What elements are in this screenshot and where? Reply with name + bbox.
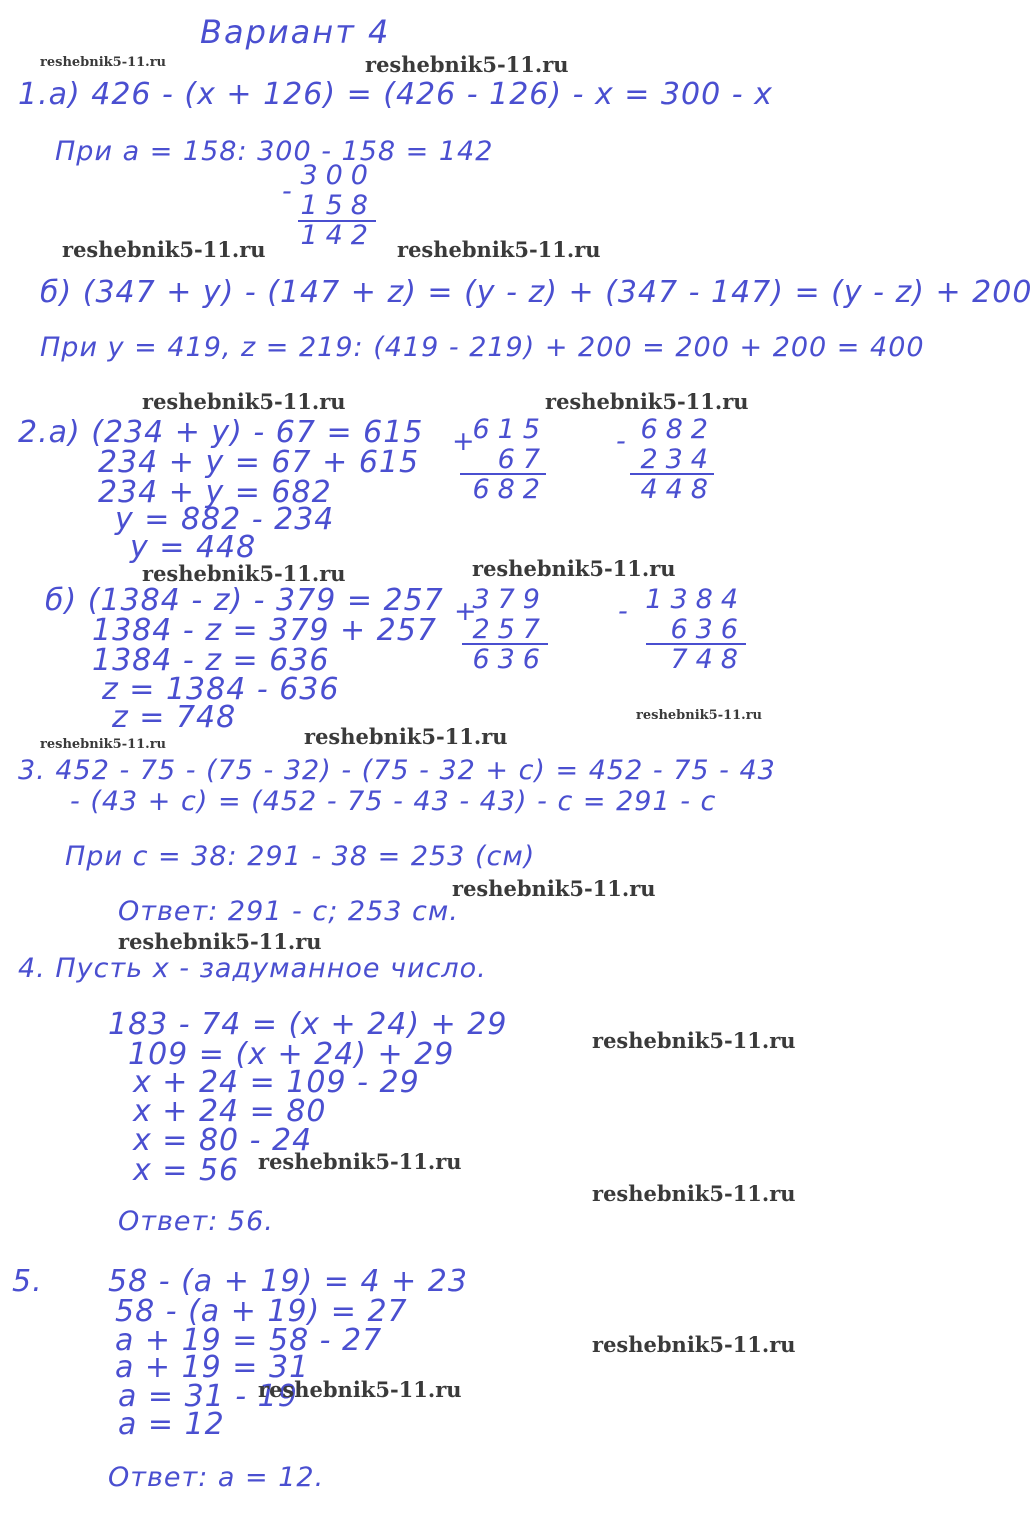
column-result: 142 xyxy=(300,220,376,251)
watermark: reshebnik5-11.ru xyxy=(40,737,167,752)
column-bottom: 234 xyxy=(640,444,716,475)
column-top: 1384 xyxy=(645,584,746,615)
column-result: 636 xyxy=(472,644,548,675)
column-result: 682 xyxy=(472,474,548,505)
task4-line-6: x = 56 xyxy=(133,1153,240,1188)
watermark: reshebnik5-11.ru xyxy=(118,929,322,954)
task4-intro: 4. Пусть x - задуманное число. xyxy=(18,953,487,984)
task2-b-line-3: 1384 - z = 636 xyxy=(92,643,330,678)
task2-a-line-5: y = 448 xyxy=(130,530,257,565)
task2-b-line-1: б) (1384 - z) - 379 = 257 xyxy=(45,583,444,618)
task4-line-3: x + 24 = 109 - 29 xyxy=(133,1065,420,1100)
watermark: reshebnik5-11.ru xyxy=(545,389,749,414)
column-result: 748 xyxy=(670,644,746,675)
watermark: reshebnik5-11.ru xyxy=(258,1377,462,1402)
watermark: reshebnik5-11.ru xyxy=(592,1028,796,1053)
watermark: reshebnik5-11.ru xyxy=(636,708,763,723)
task4-answer: Ответ: 56. xyxy=(118,1206,274,1237)
column-top: 300 xyxy=(300,160,376,191)
column-top: 379 xyxy=(472,584,548,615)
task2-a-line-1: 2.а) (234 + y) - 67 = 615 xyxy=(18,415,424,450)
task2-a-line-3: 234 + y = 682 xyxy=(98,475,332,510)
watermark: reshebnik5-11.ru xyxy=(258,1149,462,1174)
task1-b-substitution: При y = 419, z = 219: (419 - 219) + 200 = 200 + 200 = 400 xyxy=(40,332,925,363)
task1-a-substitution: При a = 158: 300 - 158 = 142 xyxy=(55,136,494,167)
task5-line-2: 58 - (a + 19) = 27 xyxy=(115,1294,408,1329)
task4-line-1: 183 - 74 = (x + 24) + 29 xyxy=(108,1007,508,1042)
column-bottom: 67 xyxy=(497,444,548,475)
task2-b-line-5: z = 748 xyxy=(112,700,237,735)
task4-line-5: x = 80 - 24 xyxy=(133,1123,313,1158)
task3-answer: Ответ: 291 - c; 253 см. xyxy=(118,896,459,927)
column-bottom: 257 xyxy=(472,614,548,645)
task5-line-5: a = 31 - 19 xyxy=(118,1379,298,1414)
task5-answer: Ответ: a = 12. xyxy=(108,1462,325,1493)
task3-line-1: 3. 452 - 75 - (75 - 32) - (75 - 32 + c) = 452 - 75 - 43 xyxy=(18,755,776,786)
task3-substitution: При c = 38: 291 - 38 = 253 (см) xyxy=(65,841,536,872)
column-top: 615 xyxy=(472,414,548,445)
task4-line-4: x + 24 = 80 xyxy=(133,1094,327,1129)
task2-b-line-2: 1384 - z = 379 + 257 xyxy=(92,613,437,648)
task2-a-line-2: 234 + y = 67 + 615 xyxy=(98,445,420,480)
column-sign: - xyxy=(616,426,627,457)
task5-line-3: a + 19 = 58 - 27 xyxy=(115,1323,383,1358)
column-top: 682 xyxy=(640,414,716,445)
watermark: reshebnik5-11.ru xyxy=(592,1332,796,1357)
task2-b-line-4: z = 1384 - 636 xyxy=(102,672,340,707)
watermark: reshebnik5-11.ru xyxy=(40,55,167,70)
task1-b-equation: б) (347 + y) - (147 + z) = (y - z) + (347 - 147) = (y - z) + 200 xyxy=(40,275,1032,310)
page-title: Вариант 4 xyxy=(200,13,391,51)
task5-number: 5. xyxy=(12,1264,43,1299)
column-sign: + xyxy=(454,596,478,627)
column-bottom: 636 xyxy=(670,614,746,645)
watermark: reshebnik5-11.ru xyxy=(142,561,346,586)
watermark: reshebnik5-11.ru xyxy=(472,556,676,581)
watermark: reshebnik5-11.ru xyxy=(142,389,346,414)
watermark: reshebnik5-11.ru xyxy=(62,237,266,262)
watermark: reshebnik5-11.ru xyxy=(592,1181,796,1206)
task5-line-6: a = 12 xyxy=(118,1407,225,1442)
watermark: reshebnik5-11.ru xyxy=(452,876,656,901)
column-result: 448 xyxy=(640,474,716,505)
task3-line-2: - (43 + c) = (452 - 75 - 43 - 43) - c = 291 - c xyxy=(70,786,717,817)
task5-line-1: 58 - (a + 19) = 4 + 23 xyxy=(108,1264,468,1299)
task1-a-equation: 1.а) 426 - (x + 126) = (426 - 126) - x = 300 - x xyxy=(18,77,773,112)
task2-a-line-4: y = 882 - 234 xyxy=(115,502,335,537)
column-sign: + xyxy=(452,426,476,457)
task4-line-2: 109 = (x + 24) + 29 xyxy=(128,1037,455,1072)
watermark: reshebnik5-11.ru xyxy=(397,237,601,262)
task5-line-4: a + 19 = 31 xyxy=(115,1350,310,1385)
watermark: reshebnik5-11.ru xyxy=(365,52,569,77)
column-sign: - xyxy=(618,596,629,627)
column-sign: - xyxy=(282,176,293,207)
column-bottom: 158 xyxy=(300,190,376,221)
watermark: reshebnik5-11.ru xyxy=(304,724,508,749)
